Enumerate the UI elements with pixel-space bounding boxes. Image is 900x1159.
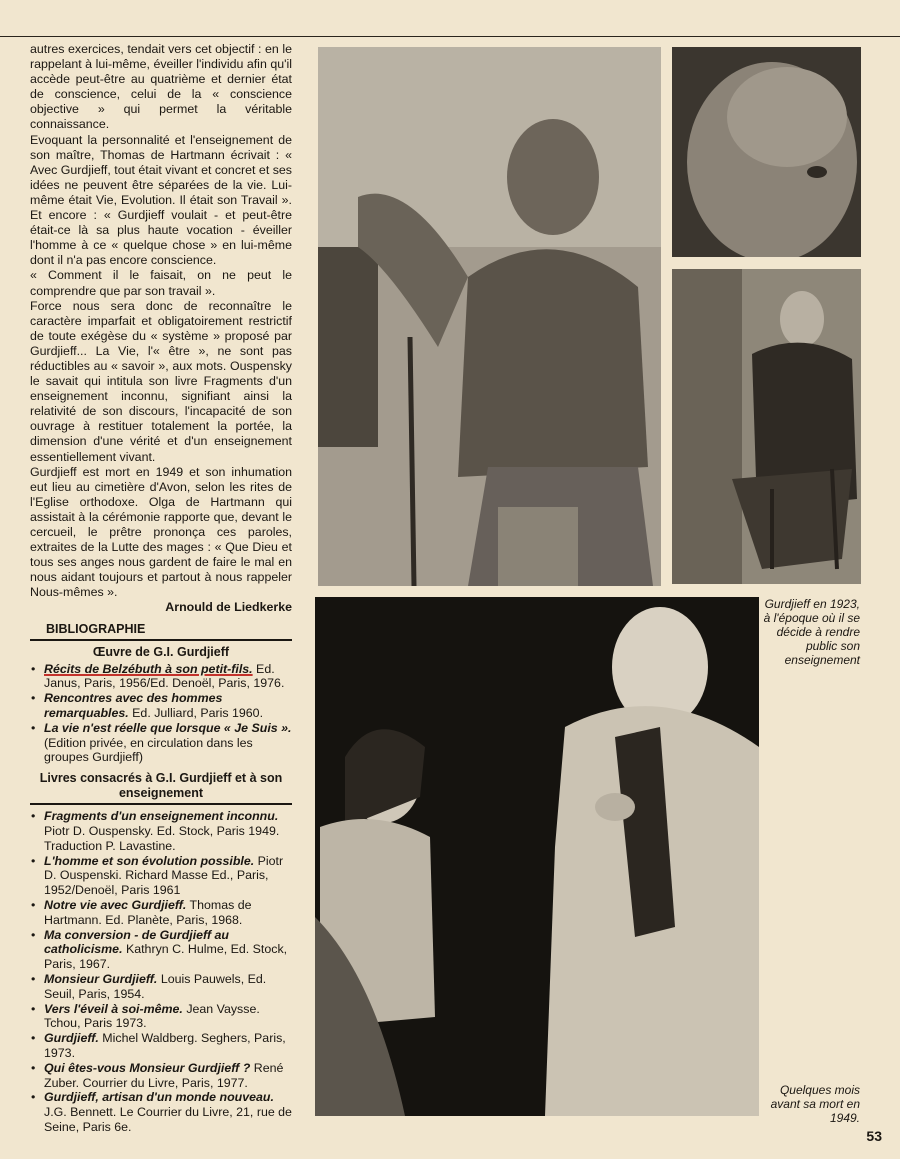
photo-profile-portrait	[672, 47, 861, 257]
bibliography-list	[30, 662, 292, 766]
caption-seated-1923: Gurdjieff en 1923, à l'époque où il se décide à rendre public son enseignement	[763, 597, 860, 667]
book-title: L'homme et son évolution possible.	[44, 853, 255, 868]
book-details: Michel Waldberg. Seghers, Paris, 1973.	[44, 1031, 286, 1060]
book-title: Gurdjieff, artisan d'un monde nouveau.	[44, 1090, 274, 1105]
book-details: Thomas de Hartmann. Ed. Planète, Paris, 1968.	[44, 898, 252, 927]
book-details: (Edition privée, en circulation dans les groupes Gurdjieff)	[44, 735, 253, 765]
book-title: La vie n'est réelle que lorsque « Je Suis ».	[44, 720, 292, 735]
text-column	[30, 42, 292, 1135]
book-details: Ed. Julliard, Paris 1960.	[128, 706, 264, 721]
book-details: Ed. Janus, Paris, 1956/Ed. Denoël, Paris, 1976.	[44, 661, 285, 691]
bibliography-item	[30, 1031, 292, 1061]
book-title: Ma conversion - de Gurdjieff au catholicisme.	[44, 927, 229, 957]
bibliography-title: BIBLIOGRAPHIE	[46, 621, 146, 636]
book-details: René Zuber. Courrier du Livre, Paris, 1977.	[44, 1060, 284, 1090]
photo-with-child	[315, 597, 759, 1116]
photo-seated-1923	[672, 269, 861, 584]
bibliography-item	[30, 972, 292, 1002]
bibliography-item	[30, 898, 292, 928]
divider	[30, 639, 292, 641]
article-paragraph: Gurdjieff est mort en 1949 et son inhumation eut lieu au cimetière d'Avon, selon les rites de l'Eglise orthodoxe. Olga de Hartmann qui assistait à la cérémonie rapporte que, devant le cercueil, le prêtre prononça ces paroles, extraites de la Lutte des mages : « Que Dieu et tous ses anges nous gardent de faire le mal en nous aidant toujours et partout à nous rappeler Nous-mêmes ».	[30, 464, 292, 600]
bibliography-item	[30, 1090, 292, 1134]
bibliography-item	[30, 1002, 292, 1032]
bibliography-item	[30, 721, 292, 765]
bibliography-item	[30, 854, 292, 898]
book-details: Piotr D. Ouspensky. Ed. Stock, Paris 1949. Traduction P. Lavastine.	[44, 824, 280, 853]
bibliography-item	[30, 662, 292, 692]
bibliography-item	[30, 928, 292, 972]
bibliography-section-heading: Livres consacrés à G.I. Gurdjieff et à son enseignement	[39, 771, 283, 801]
article-paragraph: autres exercices, tendait vers cet objectif : en le rappelant à lui-même, éveiller l'individu afin qu'il accède peut-être au quatrième et dernier état de conscience, celui de la « conscience objective » qui permet la véritable connaissance.	[30, 42, 292, 132]
article-paragraph: Force nous sera donc de reconnaître le caractère imparfait et obligatoirement restrictif de toute exégèse du « système » proposé par Gurdjieff... La Vie, l'« être », ne sont pas réductibles au « savoir », aux mots. Ouspensky le savait qui intitula son livre Fragments d'un enseignement inconnu, signifiant ainsi la relativité de son discours, l'incapacité de son ouvrage à restituer totalement la portée, la dimension d'une vérité et d'un enseignement essentiellement vivant.	[30, 298, 292, 464]
bibliography-section-heading: Œuvre de G.I. Gurdjieff	[92, 644, 230, 659]
book-title: Récits de Belzébuth à son petit-fils.	[44, 661, 253, 676]
author-signature: Arnould de Liedkerke	[165, 600, 292, 615]
book-details: Piotr D. Ouspenski. Richard Masse Ed., Paris, 1952/Denoël, Paris 1961	[44, 853, 284, 898]
article-paragraph: « Comment il le faisait, on ne peut le comprendre que par son travail ».	[30, 268, 292, 298]
caption-before-death: Quelques mois avant sa mort en 1949.	[770, 1083, 860, 1125]
book-title: Fragments d'un enseignement inconnu.	[44, 809, 279, 824]
bibliography-list	[30, 809, 292, 1135]
book-details: J.G. Bennett. Le Courrier du Livre, 21, rue de Seine, Paris 6e.	[44, 1105, 292, 1134]
bibliography-item	[30, 809, 292, 853]
book-details: Kathryn C. Hulme, Ed. Stock, Paris, 1967.	[44, 942, 288, 972]
book-title: Notre vie avec Gurdjieff.	[44, 898, 187, 913]
bibliography-item	[30, 691, 292, 721]
top-rule	[0, 36, 900, 37]
book-title: Monsieur Gurdjieff.	[44, 972, 158, 986]
book-title: Qui êtes-vous Monsieur Gurdjieff ?	[44, 1060, 251, 1075]
page-number: 53	[866, 1128, 882, 1144]
book-title: Gurdjieff.	[44, 1031, 99, 1046]
book-title: Vers l'éveil à soi-même.	[44, 1001, 183, 1016]
bibliography-item	[30, 1061, 292, 1091]
article-paragraph: Evoquant la personnalité et l'enseignement de son maître, Thomas de Hartmann écrivait : « Avec Gurdjieff, tout était vivant et concret et ses idées ne peuvent être séparées de la vie. Lui-même était Vie, Evolution. Il était son Travail ». Et encore : « Gurdjieff voulait - et peut-être était-ce là sa plus haute vocation - éveiller l'homme à ce « quelque chose » en lui-même dont il n'a pas encore conscience.	[30, 132, 292, 268]
book-details: Louis Pauwels, Ed. Seuil, Paris, 1954.	[44, 972, 267, 1001]
book-title: Rencontres avec des hommes remarquables.	[44, 691, 223, 721]
divider	[30, 803, 292, 805]
photo-seated-with-cane	[318, 47, 661, 586]
book-details: Jean Vaysse. Tchou, Paris 1973.	[44, 1001, 260, 1031]
